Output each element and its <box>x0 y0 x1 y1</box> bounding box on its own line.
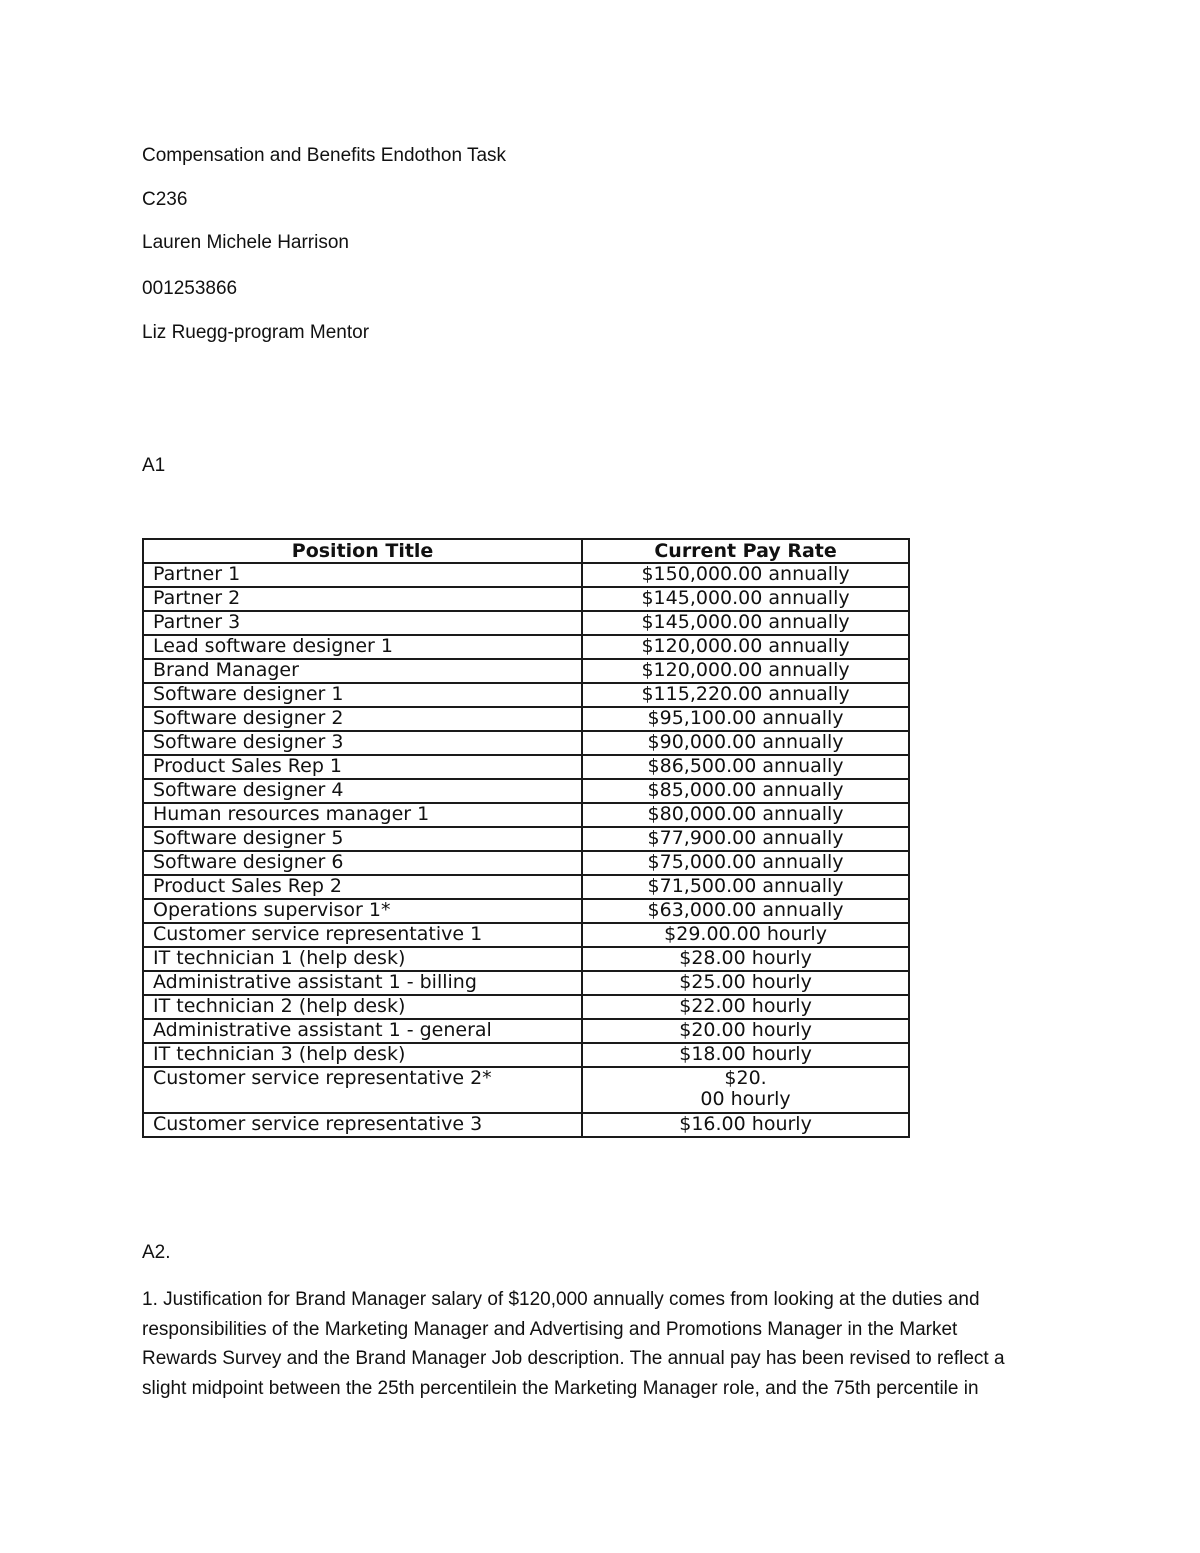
paragraph-line: responsibilities of the Marketing Manager and Advertising and Promotions Manager in the Market <box>142 1318 958 1340</box>
pay-rate-cell: $29.00.00 hourly <box>582 923 909 947</box>
position-title-cell: Software designer 5 <box>143 827 582 851</box>
table-row <box>143 1113 909 1137</box>
table-row <box>143 659 909 683</box>
table-row <box>143 587 909 611</box>
course-code: C236 <box>142 189 188 210</box>
student-id: 001253866 <box>142 278 238 299</box>
table-row <box>143 1067 909 1113</box>
table-row <box>143 563 909 587</box>
pay-rate-cell: $90,000.00 annually <box>582 731 909 755</box>
author-name: Lauren Michele Harrison <box>142 232 349 253</box>
pay-rate-cell: $71,500.00 annually <box>582 875 909 899</box>
pay-rate-cell: $150,000.00 annually <box>582 563 909 587</box>
paragraph-line: slight midpoint between the 25th percentilein the Marketing Manager role, and the 75th percentile in <box>142 1377 979 1399</box>
table-row <box>143 803 909 827</box>
pay-rate-cell: $18.00 hourly <box>582 1043 909 1067</box>
pay-rate-cell: $16.00 hourly <box>582 1113 909 1137</box>
pay-rate-line: $20. <box>724 1067 767 1089</box>
position-title-cell: IT technician 2 (help desk) <box>143 995 582 1019</box>
mentor-name: Liz Ruegg-program Mentor <box>142 322 370 343</box>
table-row <box>143 827 909 851</box>
pay-rate-cell: $63,000.00 annually <box>582 899 909 923</box>
position-title-cell: Brand Manager <box>143 659 582 683</box>
position-title-cell: Partner 1 <box>143 563 582 587</box>
position-title-cell: IT technician 3 (help desk) <box>143 1043 582 1067</box>
position-title-cell: Product Sales Rep 2 <box>143 875 582 899</box>
table-row <box>143 947 909 971</box>
pay-rate-cell: $75,000.00 annually <box>582 851 909 875</box>
position-title-cell: Product Sales Rep 1 <box>143 755 582 779</box>
pay-rate-cell: $115,220.00 annually <box>582 683 909 707</box>
paragraph-line: 1. Justification for Brand Manager salary of $120,000 annually comes from looking at the duties and <box>142 1289 980 1310</box>
position-title-cell: Human resources manager 1 <box>143 803 582 827</box>
position-title-cell: Software designer 4 <box>143 779 582 803</box>
section-a1-heading: A1 <box>142 455 166 476</box>
table-row <box>143 755 909 779</box>
pay-rate-line: 00 hourly <box>700 1088 791 1110</box>
table-row <box>143 971 909 995</box>
pay-rate-cell: $86,500.00 annually <box>582 755 909 779</box>
position-title-cell: Customer service representative 1 <box>143 923 582 947</box>
paragraph-line: Rewards Survey and the Brand Manager Job description. The annual pay has been revised to reflect a <box>142 1348 1005 1369</box>
position-title-cell: Software designer 3 <box>143 731 582 755</box>
position-title-cell: Administrative assistant 1 - general <box>143 1019 582 1043</box>
position-title-cell: Customer service representative 2* <box>143 1067 582 1113</box>
table-row <box>143 635 909 659</box>
table-row <box>143 851 909 875</box>
table-row <box>143 923 909 947</box>
table-row <box>143 995 909 1019</box>
table-row <box>143 899 909 923</box>
position-title-cell: Operations supervisor 1* <box>143 899 582 923</box>
pay-rate-cell: $20.00 hourly <box>582 1019 909 1043</box>
pay-rate-cell: $22.00 hourly <box>582 995 909 1019</box>
table-row <box>143 1043 909 1067</box>
table-header-row <box>143 539 909 563</box>
position-title-cell: Software designer 6 <box>143 851 582 875</box>
pay-rate-cell: $120,000.00 annually <box>582 635 909 659</box>
position-title-cell: Customer service representative 3 <box>143 1113 582 1137</box>
position-title-cell: IT technician 1 (help desk) <box>143 947 582 971</box>
table-row <box>143 731 909 755</box>
pay-rate-cell: $85,000.00 annually <box>582 779 909 803</box>
pay-rate-table <box>142 538 910 1138</box>
table-row <box>143 1019 909 1043</box>
pay-rate-cell <box>582 1067 909 1113</box>
pay-rate-cell: $145,000.00 annually <box>582 611 909 635</box>
table-row <box>143 683 909 707</box>
column-header-position-title: Position Title <box>143 539 582 563</box>
position-title-cell: Partner 2 <box>143 587 582 611</box>
pay-rate-cell: $95,100.00 annually <box>582 707 909 731</box>
section-a2-heading: A2. <box>142 1242 171 1263</box>
pay-rate-cell: $28.00 hourly <box>582 947 909 971</box>
table-row <box>143 779 909 803</box>
document-title: Compensation and Benefits Endothon Task <box>142 145 507 166</box>
position-title-cell: Software designer 2 <box>143 707 582 731</box>
position-title-cell: Administrative assistant 1 - billing <box>143 971 582 995</box>
table-row <box>143 875 909 899</box>
pay-rate-cell: $25.00 hourly <box>582 971 909 995</box>
position-title-cell: Partner 3 <box>143 611 582 635</box>
position-title-cell: Lead software designer 1 <box>143 635 582 659</box>
position-title-cell: Software designer 1 <box>143 683 582 707</box>
column-header-current-pay-rate: Current Pay Rate <box>582 539 909 563</box>
pay-rate-cell: $80,000.00 annually <box>582 803 909 827</box>
table-row <box>143 611 909 635</box>
table-row <box>143 707 909 731</box>
pay-rate-cell: $77,900.00 annually <box>582 827 909 851</box>
pay-rate-cell: $145,000.00 annually <box>582 587 909 611</box>
justification-paragraph <box>142 1285 1042 1403</box>
pay-rate-cell: $120,000.00 annually <box>582 659 909 683</box>
